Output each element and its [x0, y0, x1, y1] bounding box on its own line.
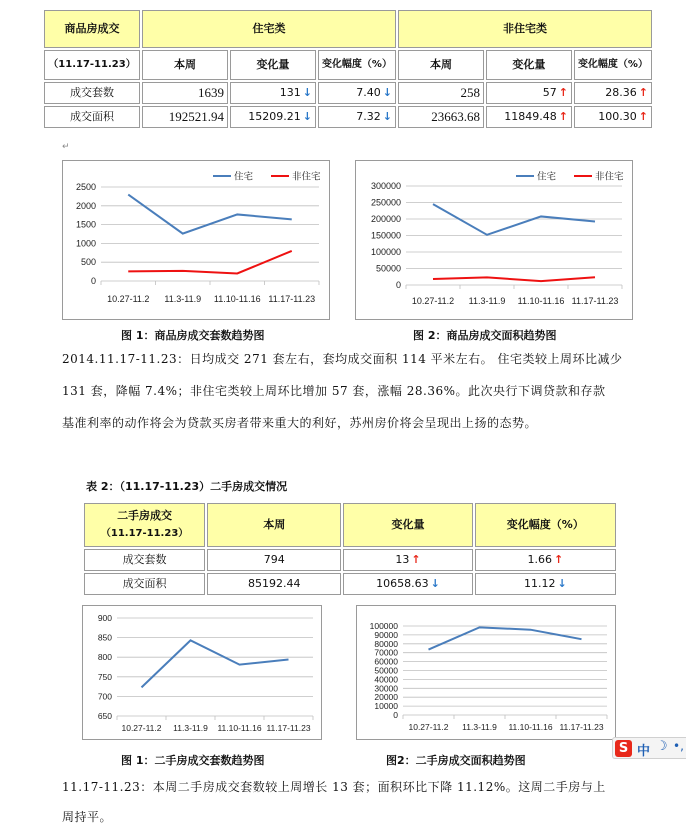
table-row: [44, 106, 652, 128]
res-pct-value: 7.40: [356, 86, 381, 99]
figure-3-caption: 图 1：二手房成交套数趋势图: [121, 754, 265, 767]
y-tick-label: 650: [97, 711, 112, 721]
non-week-value: 23663.68: [398, 106, 484, 128]
chart-1: [62, 160, 330, 320]
col-this-week: 本周: [398, 50, 484, 80]
arrow-up-icon: ↑: [638, 86, 648, 99]
language-toggle[interactable]: 中: [637, 744, 651, 759]
y-tick-label: 900: [97, 613, 112, 623]
y-tick-label: 150000: [370, 230, 401, 241]
y-tick-label: 0: [90, 276, 96, 286]
legend-label: 非住宅: [595, 171, 624, 183]
col-change: 变化量: [486, 50, 572, 80]
col-change: 变化量: [230, 50, 316, 80]
y-tick-label: 1500: [75, 219, 96, 230]
x-tick-label: 11.17-11.23: [268, 294, 316, 304]
y-tick-label: 0: [393, 710, 398, 720]
group-non-residential: 非住宅类: [398, 10, 652, 48]
paragraph-line: 131 套，降幅 7.4%；非住宅类较上周环比增加 57 套，涨幅 28.36%。此次央行下调贷款和存款: [62, 384, 606, 398]
res-change-value: 15209.21: [248, 110, 301, 123]
legend-label: 非住宅: [292, 171, 321, 183]
res-week-value: 192521.94: [142, 106, 228, 128]
period-label: （11.17-11.23）: [100, 528, 189, 539]
res-change-value: 131: [279, 86, 301, 99]
chart-3-svg: [83, 606, 321, 739]
non-pct-value: 28.36: [605, 86, 637, 99]
arrow-down-icon: ↓: [302, 110, 312, 123]
chart-3: [82, 605, 322, 740]
row-label: 成交面积: [44, 106, 140, 128]
y-tick-label: 20000: [374, 692, 398, 703]
x-tick-label: 11.3-11.9: [468, 296, 506, 306]
punctuation-icon[interactable]: •,: [673, 739, 684, 753]
row-label: 成交面积: [84, 573, 205, 595]
paragraph-mark-icon: ↵: [62, 142, 70, 152]
table-row: [84, 573, 616, 595]
change-value: 13: [395, 553, 410, 566]
chart-2: [355, 160, 633, 320]
paragraph-line: 2014.11.17-11.23：日均成交 271 套左右，套均成交面积 114 平米左右。 住宅类较上周环比减少: [62, 352, 623, 366]
x-tick-label: 10.27-11.2: [408, 722, 449, 732]
non-change-value: 57: [542, 86, 557, 99]
y-tick-label: 1000: [75, 238, 96, 249]
y-tick-label: 850: [97, 632, 112, 643]
legend-label: 住宅: [234, 171, 254, 183]
chart-4-svg: [357, 606, 615, 739]
legend-label: 住宅: [537, 171, 557, 183]
series-line: [433, 204, 595, 235]
y-tick-label: 250000: [370, 197, 401, 208]
y-tick-label: 300000: [370, 181, 401, 191]
y-tick-label: 800: [97, 652, 112, 663]
x-tick-label: 11.17-11.23: [266, 723, 311, 733]
second-hand-table: [82, 501, 618, 597]
arrow-down-icon: ↓: [382, 110, 392, 123]
y-tick-label: 2500: [75, 182, 96, 192]
table-row: [44, 82, 652, 104]
x-tick-label: 11.10-11.16: [217, 723, 262, 733]
figure-2-caption: 图 2：商品房成交面积趋势图: [413, 329, 557, 342]
arrow-down-icon: ↓: [302, 86, 312, 99]
x-tick-label: 11.10-11.16: [213, 294, 261, 304]
figure-4-caption: 图2：二手房成交面积趋势图: [386, 754, 526, 767]
arrow-up-icon: ↑: [411, 553, 421, 566]
y-tick-label: 100000: [370, 247, 401, 257]
moon-icon[interactable]: ☽: [656, 739, 668, 754]
y-tick-label: 750: [97, 671, 112, 682]
col-change-pct: 变化幅度（%）: [475, 503, 616, 547]
x-tick-label: 10.27-11.2: [411, 296, 455, 306]
pct-value: 11.12: [523, 577, 556, 590]
col-this-week: 本周: [142, 50, 228, 80]
x-tick-label: 11.3-11.9: [462, 722, 497, 732]
y-tick-label: 2000: [75, 200, 96, 211]
week-value: 794: [207, 549, 341, 571]
series-line: [128, 195, 292, 234]
period-label: （11.17-11.23）: [44, 50, 140, 80]
corner-label: 商品房成交: [44, 10, 140, 48]
y-tick-label: 70000: [374, 647, 398, 658]
week-value: 85192.44: [207, 573, 341, 595]
x-tick-label: 11.10-11.16: [508, 722, 553, 732]
arrow-down-icon: ↓: [430, 577, 440, 590]
paragraph-line: 周持平。: [62, 810, 113, 824]
row-label: 成交套数: [84, 549, 205, 571]
y-tick-label: 200000: [370, 214, 401, 224]
table-row: [84, 549, 616, 571]
chart-1-svg: [63, 161, 329, 319]
y-tick-label: 30000: [374, 683, 398, 694]
col-change-pct: 变化幅度（%）: [574, 50, 652, 80]
paragraph-line: 11.17-11.23：本周二手房成交套数较上周增长 13 套；面积环比下降 11.12%。这周二手房与上: [62, 780, 606, 794]
pct-value: 1.66: [527, 553, 552, 566]
series-line: [142, 640, 289, 687]
y-tick-label: 500: [80, 257, 96, 268]
series-line: [429, 627, 582, 649]
group-residential: 住宅类: [142, 10, 396, 48]
non-week-value: 258: [398, 82, 484, 104]
y-tick-label: 60000: [374, 656, 398, 667]
change-value: 10658.63: [376, 577, 429, 590]
arrow-up-icon: ↑: [558, 110, 568, 123]
x-tick-label: 10.27-11.2: [121, 723, 162, 733]
arrow-up-icon: ↑: [558, 86, 568, 99]
col-change-pct: 变化幅度（%）: [318, 50, 396, 80]
x-tick-label: 10.27-11.2: [107, 294, 150, 304]
table-2-title: 表 2：（11.17-11.23）二手房成交情况: [86, 480, 288, 493]
res-pct-value: 7.32: [356, 110, 381, 123]
paragraph-line: 基准利率的动作将会为贷款买房者带来重大的利好，苏州房价将会呈现出上扬的态势。: [62, 416, 538, 430]
chart-2-svg: [356, 161, 632, 319]
y-tick-label: 0: [395, 280, 401, 290]
x-tick-label: 11.3-11.9: [173, 723, 208, 733]
sogou-logo-icon[interactable]: S: [615, 740, 632, 757]
non-change-value: 11849.48: [504, 110, 557, 123]
y-tick-label: 50000: [374, 665, 398, 676]
x-tick-label: 11.3-11.9: [164, 294, 202, 304]
y-tick-label: 50000: [375, 263, 401, 274]
row-label: 成交套数: [44, 82, 140, 104]
col-this-week: 本周: [207, 503, 341, 547]
arrow-down-icon: ↓: [382, 86, 392, 99]
ime-toolbar[interactable]: [612, 737, 686, 759]
series-line: [433, 277, 595, 281]
res-week-value: 1639: [142, 82, 228, 104]
figure-1-caption: 图 1：商品房成交套数趋势图: [121, 329, 265, 342]
col-change: 变化量: [343, 503, 472, 547]
y-tick-label: 90000: [374, 629, 398, 640]
corner-label: 二手房成交: [117, 509, 173, 522]
y-tick-label: 80000: [374, 638, 398, 649]
y-tick-label: 40000: [374, 674, 398, 685]
chart-4: [356, 605, 616, 740]
non-pct-value: 100.30: [598, 110, 637, 123]
arrow-up-icon: ↑: [553, 553, 564, 566]
arrow-up-icon: ↑: [638, 110, 648, 123]
x-tick-label: 11.10-11.16: [517, 296, 565, 306]
y-tick-label: 700: [97, 691, 112, 702]
arrow-down-icon: ↓: [557, 577, 567, 590]
x-tick-label: 11.17-11.23: [559, 722, 604, 732]
y-tick-label: 100000: [369, 621, 398, 631]
x-tick-label: 11.17-11.23: [571, 296, 619, 306]
y-tick-label: 10000: [374, 701, 398, 712]
new-house-table: [42, 8, 654, 130]
